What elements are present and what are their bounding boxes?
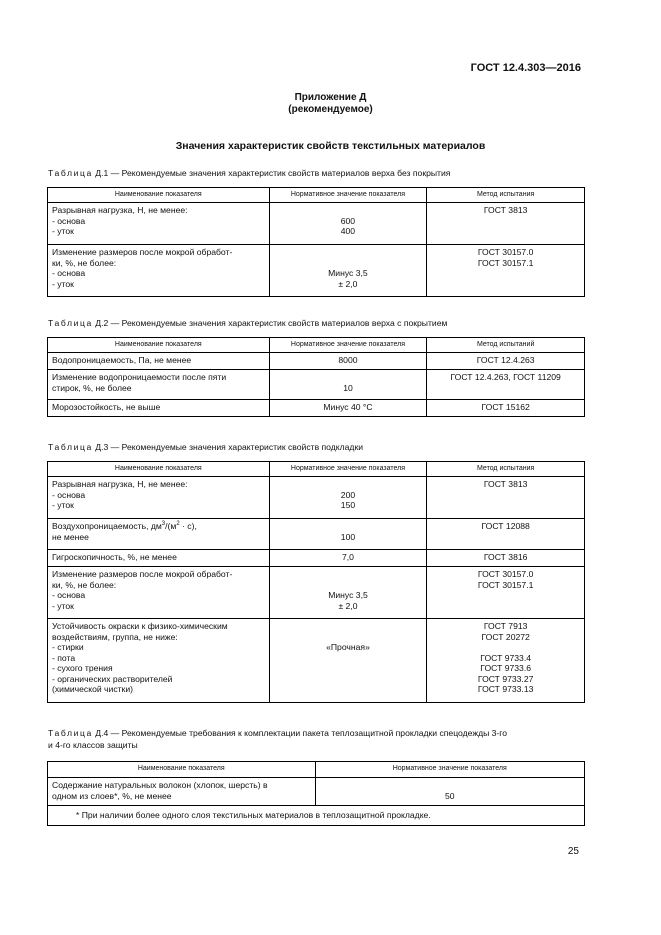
table2-header-name: Наименование показателя [48,338,270,353]
row-name: Изменение водопроницаемости после пяти стирок, %, не более [48,370,270,400]
row-name: Изменение размеров после мокрой обработ- ки, %, не более: - основа - уток [48,245,270,297]
row-name: Водопроницаемость, Па, не менее [48,353,270,370]
table2-caption-label: Таблица [48,318,93,328]
table3-caption-label: Таблица [48,442,93,452]
table1-caption-label: Таблица [48,168,93,178]
table4-caption-text: Д.4 — Рекомендуемые требования к комплектации пакета теплозащитной прокладки спецодежды 3-го [92,728,508,738]
page-number: 25 [567,846,579,857]
row-value: 7,0 [269,550,427,567]
table2-header-value: Нормативное значение показателя [269,338,427,353]
table3-caption [48,441,593,453]
table4-header-name: Наименование показателя [48,762,316,778]
document-code: ГОСТ 12.4.303—2016 [470,62,581,74]
table-row [48,519,585,550]
table1-header-method: Метод испытания [427,188,585,203]
row-name: Гигроскопичность, %, не менее [48,550,270,567]
row-name: Воздухопроницаемость, $дм^3/(м^2 \cdot с)$, не менее [48,519,270,550]
table2-caption-text: Д.2 — Рекомендуемые значения характеристик свойств материалов верха с покрытием [92,318,448,328]
table-row [48,567,585,619]
table-row [48,619,585,703]
table1-header-value: Нормативное значение показателя [269,188,427,203]
table1-caption [48,167,593,179]
row-method: ГОСТ 3816 [427,550,585,567]
table3 [47,461,585,703]
table3-header-method: Метод испытания [427,462,585,477]
row-value: 600 400 [269,203,427,245]
row-value: Минус 40 °С [269,400,427,417]
row-name: Разрывная нагрузка, Н, не менее: - основа - уток [48,203,270,245]
row-method: ГОСТ 7913 ГОСТ 20272 ГОСТ 9733.4 ГОСТ 9733.6 ГОСТ 9733.27 ГОСТ 9733.13 [427,619,585,703]
row-value: 200 150 [269,477,427,519]
row-name: Устойчивость окраски к физико-химическим воздействиям, группа, не ниже: - стирки - пота - сухого трения - органических растворителей (химической чистки) [48,619,270,703]
row-method: ГОСТ 30157.0 ГОСТ 30157.1 [427,567,585,619]
table1-header-name: Наименование показателя [48,188,270,203]
row-method: ГОСТ 12.4.263 [427,353,585,370]
row-name: Разрывная нагрузка, Н, не менее: - основа - уток [48,477,270,519]
table2-header-method: Метод испытаний [427,338,585,353]
table-row [48,778,585,806]
table1 [47,187,585,297]
row-method: ГОСТ 30157.0 ГОСТ 30157.1 [427,245,585,297]
row-value: Минус 3,5 ± 2,0 [269,245,427,297]
table-row [48,203,585,245]
row-value: 50 [315,778,585,806]
table3-header-value: Нормативное значение показателя [269,462,427,477]
row-value: 100 [269,519,427,550]
row-method: ГОСТ 3813 [427,203,585,245]
table4 [47,761,585,826]
table4-caption-label: Таблица [48,728,93,738]
row-name: Изменение размеров после мокрой обработ- ки, %, не более: - основа - уток [48,567,270,619]
appendix-title: Приложение Д [294,92,367,103]
table1-caption-text: Д.1 — Рекомендуемые значения характеристик свойств материалов верха без покрытия [92,168,451,178]
row-method: ГОСТ 12088 [427,519,585,550]
appendix-status: (рекомендуемое) [288,104,373,115]
row-value: 10 [269,370,427,400]
row-method: ГОСТ 15162 [427,400,585,417]
row-name: Содержание натуральных волокон (хлопок, шерсть) в одном из слоев*, %, не менее [48,778,316,806]
row-method: ГОСТ 3813 [427,477,585,519]
row-name: Морозостойкость, не выше [48,400,270,417]
table4-header-value: Нормативное значение показателя [315,762,585,778]
table-footnote-row [48,806,585,826]
table2 [47,337,585,417]
row-value: Минус 3,5 ± 2,0 [269,567,427,619]
footnote: * При наличии более одного слоя текстильных материалов в теплозащитной прокладке. [48,806,585,826]
row-value: «Прочная» [269,619,427,703]
table-row [48,353,585,370]
table2-caption [48,317,593,329]
page-title: Значения характеристик свойств текстильных материалов [175,140,486,152]
table3-caption-text: Д.3 — Рекомендуемые значения характеристик свойств подкладки [92,442,364,452]
table3-header-name: Наименование показателя [48,462,270,477]
row-method: ГОСТ 12.4.263, ГОСТ 11209 [427,370,585,400]
table4-caption-line2: и 4-го классов защиты [48,740,138,750]
table-row [48,550,585,567]
table-row [48,400,585,417]
row-value: 8000 [269,353,427,370]
table-row [48,477,585,519]
table-row [48,245,585,297]
table4-caption [48,727,593,751]
table-row [48,370,585,400]
